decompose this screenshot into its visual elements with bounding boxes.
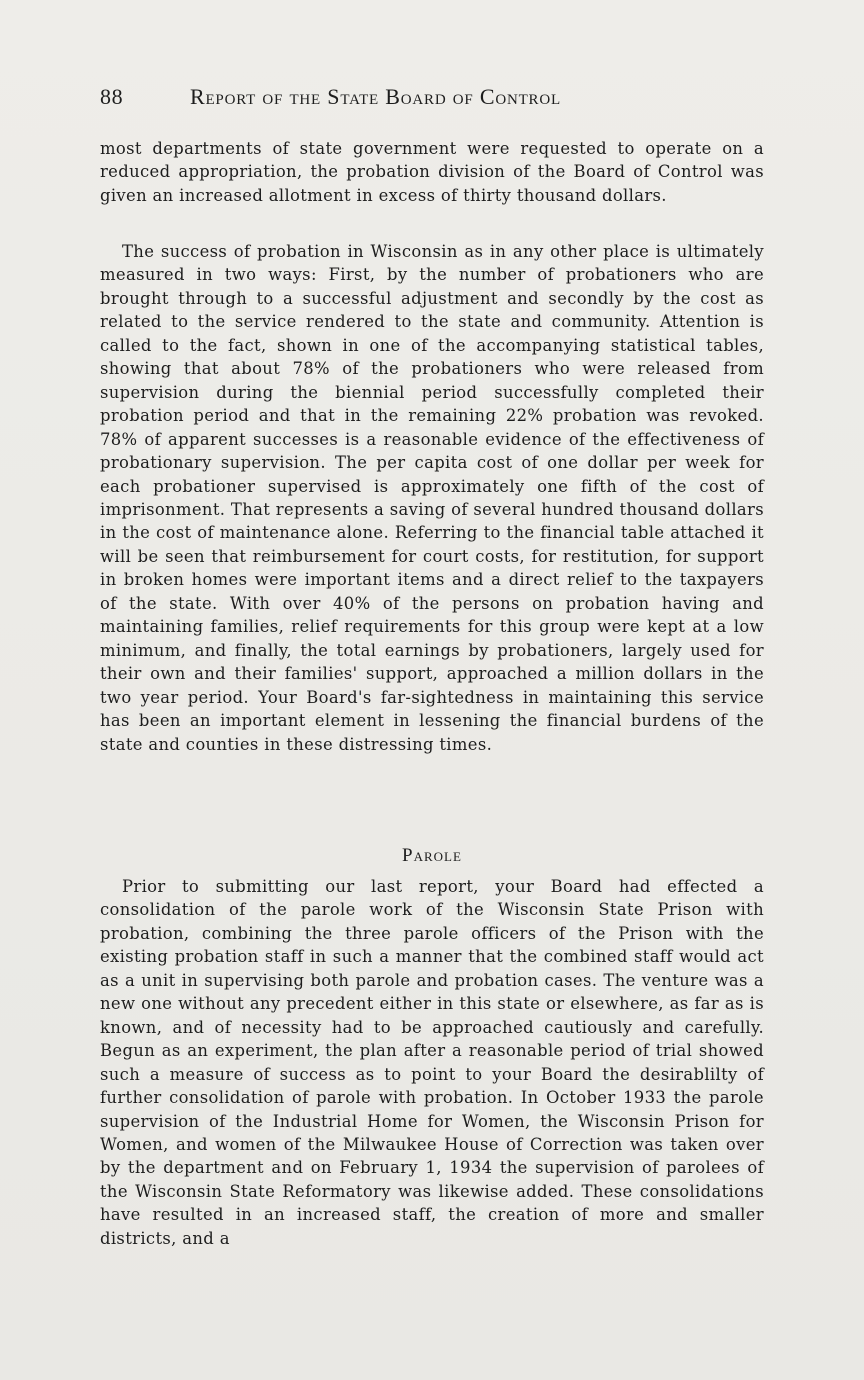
paragraph-probation-success: The success of probation in Wisconsin as in any other place is ultimately measured in two ways: First, by the number of probationers who are brought through to a successful adjustment and secondly by the cost as related to the service rendered to the state and community. Attention is called to the fact, shown in one of the accompanying statistical tables, showing that about 78% of the probationers who were released from supervision during the biennial period successfully completed their probation period and that in the remaining 22% probation was revoked. 78% of apparent successes is a reasonable evidence of the effectiveness of probationary supervision. The per capita cost of one dollar per week for each probationer supervised is approximately one fifth of the cost of imprisonment. That represents a saving of several hundred thousand dollars in the cost of maintenance alone. Referring to the financial table attached it will be seen that reimbursement for court costs, for restitution, for support in broken homes were important items and a direct relief to the taxpayers of the state. With over 40% of the persons on probation having and maintaining families, relief requirements for this group were kept at a low minimum, and finally, the total earnings by probationers, largely used for their own and their families' support, approached a million dollars in the two year period. Your Board's far-sightedness in maintaining this service has been an important element in lessening the financial burdens of the state and counties in these distressing times. — [100, 242, 764, 754]
section-heading-parole: Parole — [402, 845, 462, 866]
paragraph-parole: Prior to submitting our last report, your Board had effected a consolidation of the parole work of the Wisconsin State Prison with probation, combining the three parole officers of the Prison with the existing probation staff in such a manner that the combined staff would act as a unit in supervising both parole and probation cases. The venture was a new one without any precedent either in this state or elsewhere, as far as is known, and of necessity had to be approached cautiously and carefully. Begun as an experiment, the plan after a reasonable period of trial showed such a measure of success as to point to your Board the desirablilty of further consolidation of parole with probation. In October 1933 the parole supervision of the Industrial Home for Women, the Wisconsin Prison for Women, and women of the Milwaukee House of Correction was taken over by the department and on February 1, 1934 the supervision of parolees of the Wisconsin State Reformatory was likewise added. These consolidations have resulted in an increased staff, the creation of more and smaller districts, and a — [100, 877, 764, 1248]
paragraph-continuation: most departments of state government were requested to operate on a reduced appropriation, the probation division of the Board of Control was given an increased allotment in excess of thirty thousand dollars. — [100, 139, 764, 205]
page-header — [100, 84, 760, 114]
page-number: 88 — [100, 84, 124, 109]
running-title: Report of the State Board of Control — [190, 84, 561, 109]
